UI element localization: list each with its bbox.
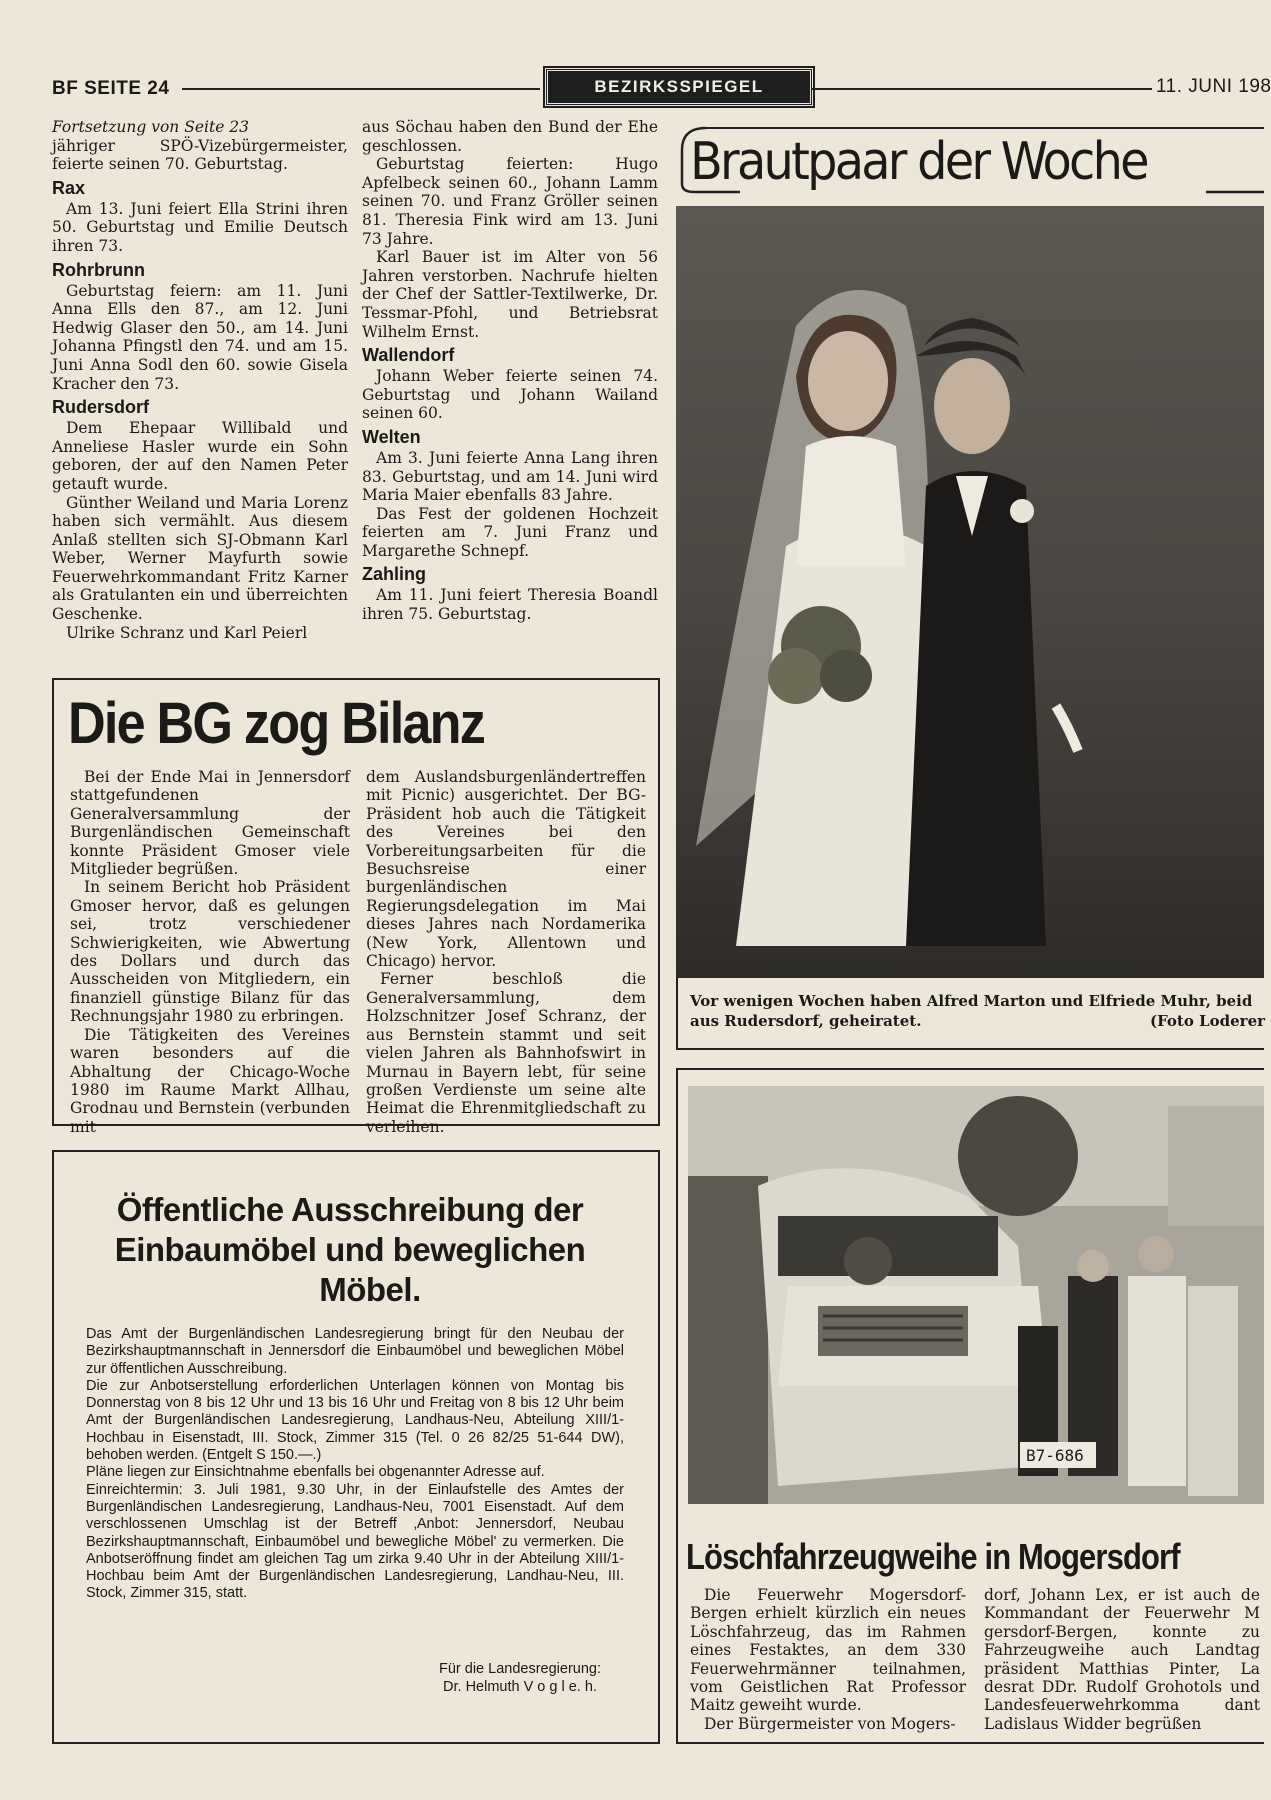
tender-headline-line: Einbaumöbel und beweglichen	[114, 1231, 586, 1268]
bilanz-column-left	[70, 768, 350, 1136]
loeschfahrzeug-column-left	[690, 1586, 966, 1733]
loeschfahrzeug-column-right	[984, 1586, 1260, 1733]
signature-line: Für die Landesregierung:	[438, 1661, 602, 1677]
tender-headline	[90, 1190, 610, 1310]
paragraph: Ulrike Schranz und Karl Peierl	[66, 623, 308, 642]
paragraph: Das Amt der Burgenländischen Landesregierung bringt für den Neubau der Bezirkshauptmannschaft in Jennersdorf die Einbaumöbel und beweglichen Möbel zur öffentlichen Ausschreibung.	[86, 1326, 624, 1377]
paragraph: Am 11. Juni feiert Theresia Boandl ihren 75. Geburtstag.	[362, 586, 658, 624]
heading-welten: Welten	[362, 426, 421, 447]
paragraph: In seinem Bericht hob Präsident Gmoser hervor, daß es gelungen sei, trotz verschiedener Schwierigkeiten, wie Abwertung des Dollars und durch das Ausscheiden von Mitgliedern, ein finanziell günstige Bilanz für das Rechnungsjahr 1980 zu erbringen.	[70, 878, 350, 1026]
heading-rohrbrunn: Rohrbrunn	[52, 259, 145, 280]
tender-body	[86, 1326, 624, 1603]
paragraph: Die Tätigkeiten des Vereines waren besonders auf die Abhaltung der Chicago-Woche 1980 im Raume Markt Allhau, Grodnau und Bernstein (verbunden mit	[70, 1025, 350, 1136]
paragraph: Karl Bauer ist im Alter von 56 Jahren verstorben. Nachrufe hielten der Chef der Sattler-Textilwerke, Dr. Tessmar-Pfohl, und Betriebsrat Wilhelm Ernst.	[362, 248, 658, 341]
paragraph: Johann Weber feierte seinen 74. Geburtstag und Johann Wailand seinen 60.	[362, 367, 658, 423]
tender-headline-line: Möbel.	[319, 1271, 421, 1308]
paragraph: Pläne liegen zur Einsichtnahme ebenfalls bei obgenannter Adresse auf.	[86, 1464, 545, 1481]
paragraph: Einreichtermin: 3. Juli 1981, 9.30 Uhr, in der Einlaufstelle des Amtes der Burgenländischen Landesregierung, Landhaus-Neu, 7001 Eisenstadt. Auf dem verschlossenen Umschlag ist der Betreff ‚Anbot: Jennersdorf, Neubau Bezirkshauptmannschaft, Einbaumöbel und bewegliche Möbel' zu vermerken. Die Anbotseröffnung findet am gleichen Tag um zirka 9.40 Uhr in der Abteilung XIII/1-Hochbau beim Amt der Burgenländischen Landesregierung, Landhau-Neu, III. Stock, Zimmer 315, statt.	[86, 1481, 624, 1602]
tender-headline-line: Öffentliche Ausschreibung der	[116, 1191, 584, 1228]
brautpaar-caption-line: aus Rudersdorf, geheiratet.	[690, 1012, 922, 1030]
paragraph: Ferner beschloß die Generalversammlung, dem Holzschnitzer Josef Schranz, der aus Bernstein stammt und seit vielen Jahren als Bahnhofswirt in Murnau in Bayern lebt, für seine großen Verdienste um seine alte Heimat die Ehrenmitgliedschaft zu verleihen.	[366, 970, 646, 1136]
paragraph: Geburtstag feierten: Hugo Apfelbeck seinen 60., Johann Lamm seinen 70. und Franz Gröller seinen 81. Theresia Fink wird am 13. Juni 73 Jahre.	[362, 155, 658, 248]
wedding-photo	[676, 206, 1264, 978]
paragraph: Günther Weiland und Maria Lorenz haben sich vermählt. Aus diesem Anlaß stellten sich SJ-Obmann Karl Weber, Werner Mayfurth sowie Feuerwehrkommandant Fritz Karner als Gratulanten ein und überreichten Geschenke.	[52, 493, 348, 624]
paragraph: Geburtstag feiern: am 11. Juni Anna Ells den 87., am 12. Juni Hedwig Glaser den 50., am 14. Juni Johanna Pfingstl den 74. und am 15. Juni Anna Sodl den 60. sowie Gisela Kracher den 73.	[52, 281, 348, 393]
fire-truck-photo	[688, 1086, 1264, 1504]
section-kicker: BEZIRKSSPIEGEL	[545, 68, 813, 106]
photo-credit: (Foto Loderer	[1150, 1012, 1266, 1030]
local-news-column-2	[362, 118, 658, 624]
issue-date: 11. JUNI 198	[1156, 76, 1271, 97]
header-rule-right	[812, 88, 1152, 90]
paragraph: Der Bürgermeister von Mogers-	[704, 1714, 956, 1733]
paragraph: Am 3. Juni feierte Anna Lang ihren 83. Geburtstag, und am 14. Juni wird Maria Maier ebenfalls 83 Jahre.	[362, 448, 658, 505]
licence-plate: B7-686	[1026, 1446, 1084, 1465]
heading-rudersdorf: Rudersdorf	[52, 397, 150, 418]
heading-rax: Rax	[52, 177, 86, 198]
bilanz-column-right	[366, 768, 646, 1136]
tender-signature	[420, 1660, 620, 1696]
continuation-note: Fortsetzung von Seite 23	[52, 118, 250, 136]
paragraph: Dem Ehepaar Willibald und Anneliese Hasler wurde ein Sohn geboren, der auf den Namen Peter getauft wurde.	[52, 419, 348, 493]
fire-truck-photo-art	[688, 1086, 1264, 1504]
wedding-photo-art	[676, 206, 1264, 978]
heading-zahling: Zahling	[362, 564, 426, 585]
paragraph: Das Fest der goldenen Hochzeit feierten am 7. Juni Franz und Margarethe Schnepf.	[362, 504, 658, 560]
heading-wallendorf: Wallendorf	[362, 345, 455, 366]
paragraph: dorf, Johann Lex, er ist auch de Kommandant der Feuerwehr M gersdorf-Bergen, konnte zu Fahrzeugweihe auch Landtag präsident Matthias Pinter, La desrat DDr. Rudolf Grohotols und Landesfeuerwehrkomma dant Ladislaus Widder begrüßen	[984, 1586, 1260, 1733]
header-rule-left	[182, 88, 540, 90]
paragraph: Am 13. Juni feiert Ella Strini ihren 50. Geburtstag und Emilie Deutsch ihren 73.	[52, 199, 348, 255]
page-number-label: BF SEITE 24	[52, 78, 170, 99]
brautpaar-headline: Brautpaar der Woche	[690, 132, 1147, 192]
paragraph: Die zur Anbotserstellung erforderlichen Unterlagen können von Montag bis Donnerstag von 8 bis 12 Uhr und 13 bis 16 Uhr und Freitag von 8 bis 12 Uhr beim Amt der Burgenländischen Landesregierung, Landhaus-Neu, Abteilung XIII/1-Hochbau in Eisenstadt, III. Stock, Zimmer 315 (Tel. 0 26 82/25 51-644 DW), behoben werden. (Entgelt S 150.—.)	[86, 1377, 624, 1464]
paragraph: Die Feuerwehr Mogersdorf-Bergen erhielt kürzlich ein neues Löschfahrzeug, das im Rahmen eines Festaktes, an dem 330 Feuerwehrmänner teilnahmen, vom Geistlichen Rat Professor Maitz geweiht wurde.	[690, 1586, 966, 1715]
local-news-column-1	[52, 118, 348, 642]
bilanz-headline: Die BG zog Bilanz	[68, 691, 485, 756]
paragraph: aus Söchau haben den Bund der Ehe geschlossen.	[362, 118, 658, 155]
brautpaar-caption-line: Vor wenigen Wochen haben Alfred Marton und Elfriede Muhr, beid	[690, 992, 1253, 1010]
signature-name: Dr. Helmuth V o g l e. h.	[443, 1679, 597, 1695]
paragraph: jähriger SPÖ-Vizebürgermeister, feierte seinen 70. Geburtstag.	[52, 136, 348, 174]
loeschfahrzeug-headline: Löschfahrzeugweihe in Mogersdorf	[686, 1536, 1180, 1577]
paragraph: dem Auslandsburgenländertreffen mit Picnic) ausgerichtet. Der BG-Präsident hob auch die Tätigkeit des Vereines bei den Vorbereitungsarbeiten für die Besuchsreise einer burgenländischen Regierungsdelegation im Mai dieses Jahres nach Nordamerika (New York, Allentown und Chicago) hervor.	[366, 768, 646, 971]
paragraph: Bei der Ende Mai in Jennersdorf stattgefundenen Generalversammlung der Burgenländischen Gemeinschaft konnte Präsident Gmoser viele Mitglieder begrüßen.	[70, 768, 350, 879]
